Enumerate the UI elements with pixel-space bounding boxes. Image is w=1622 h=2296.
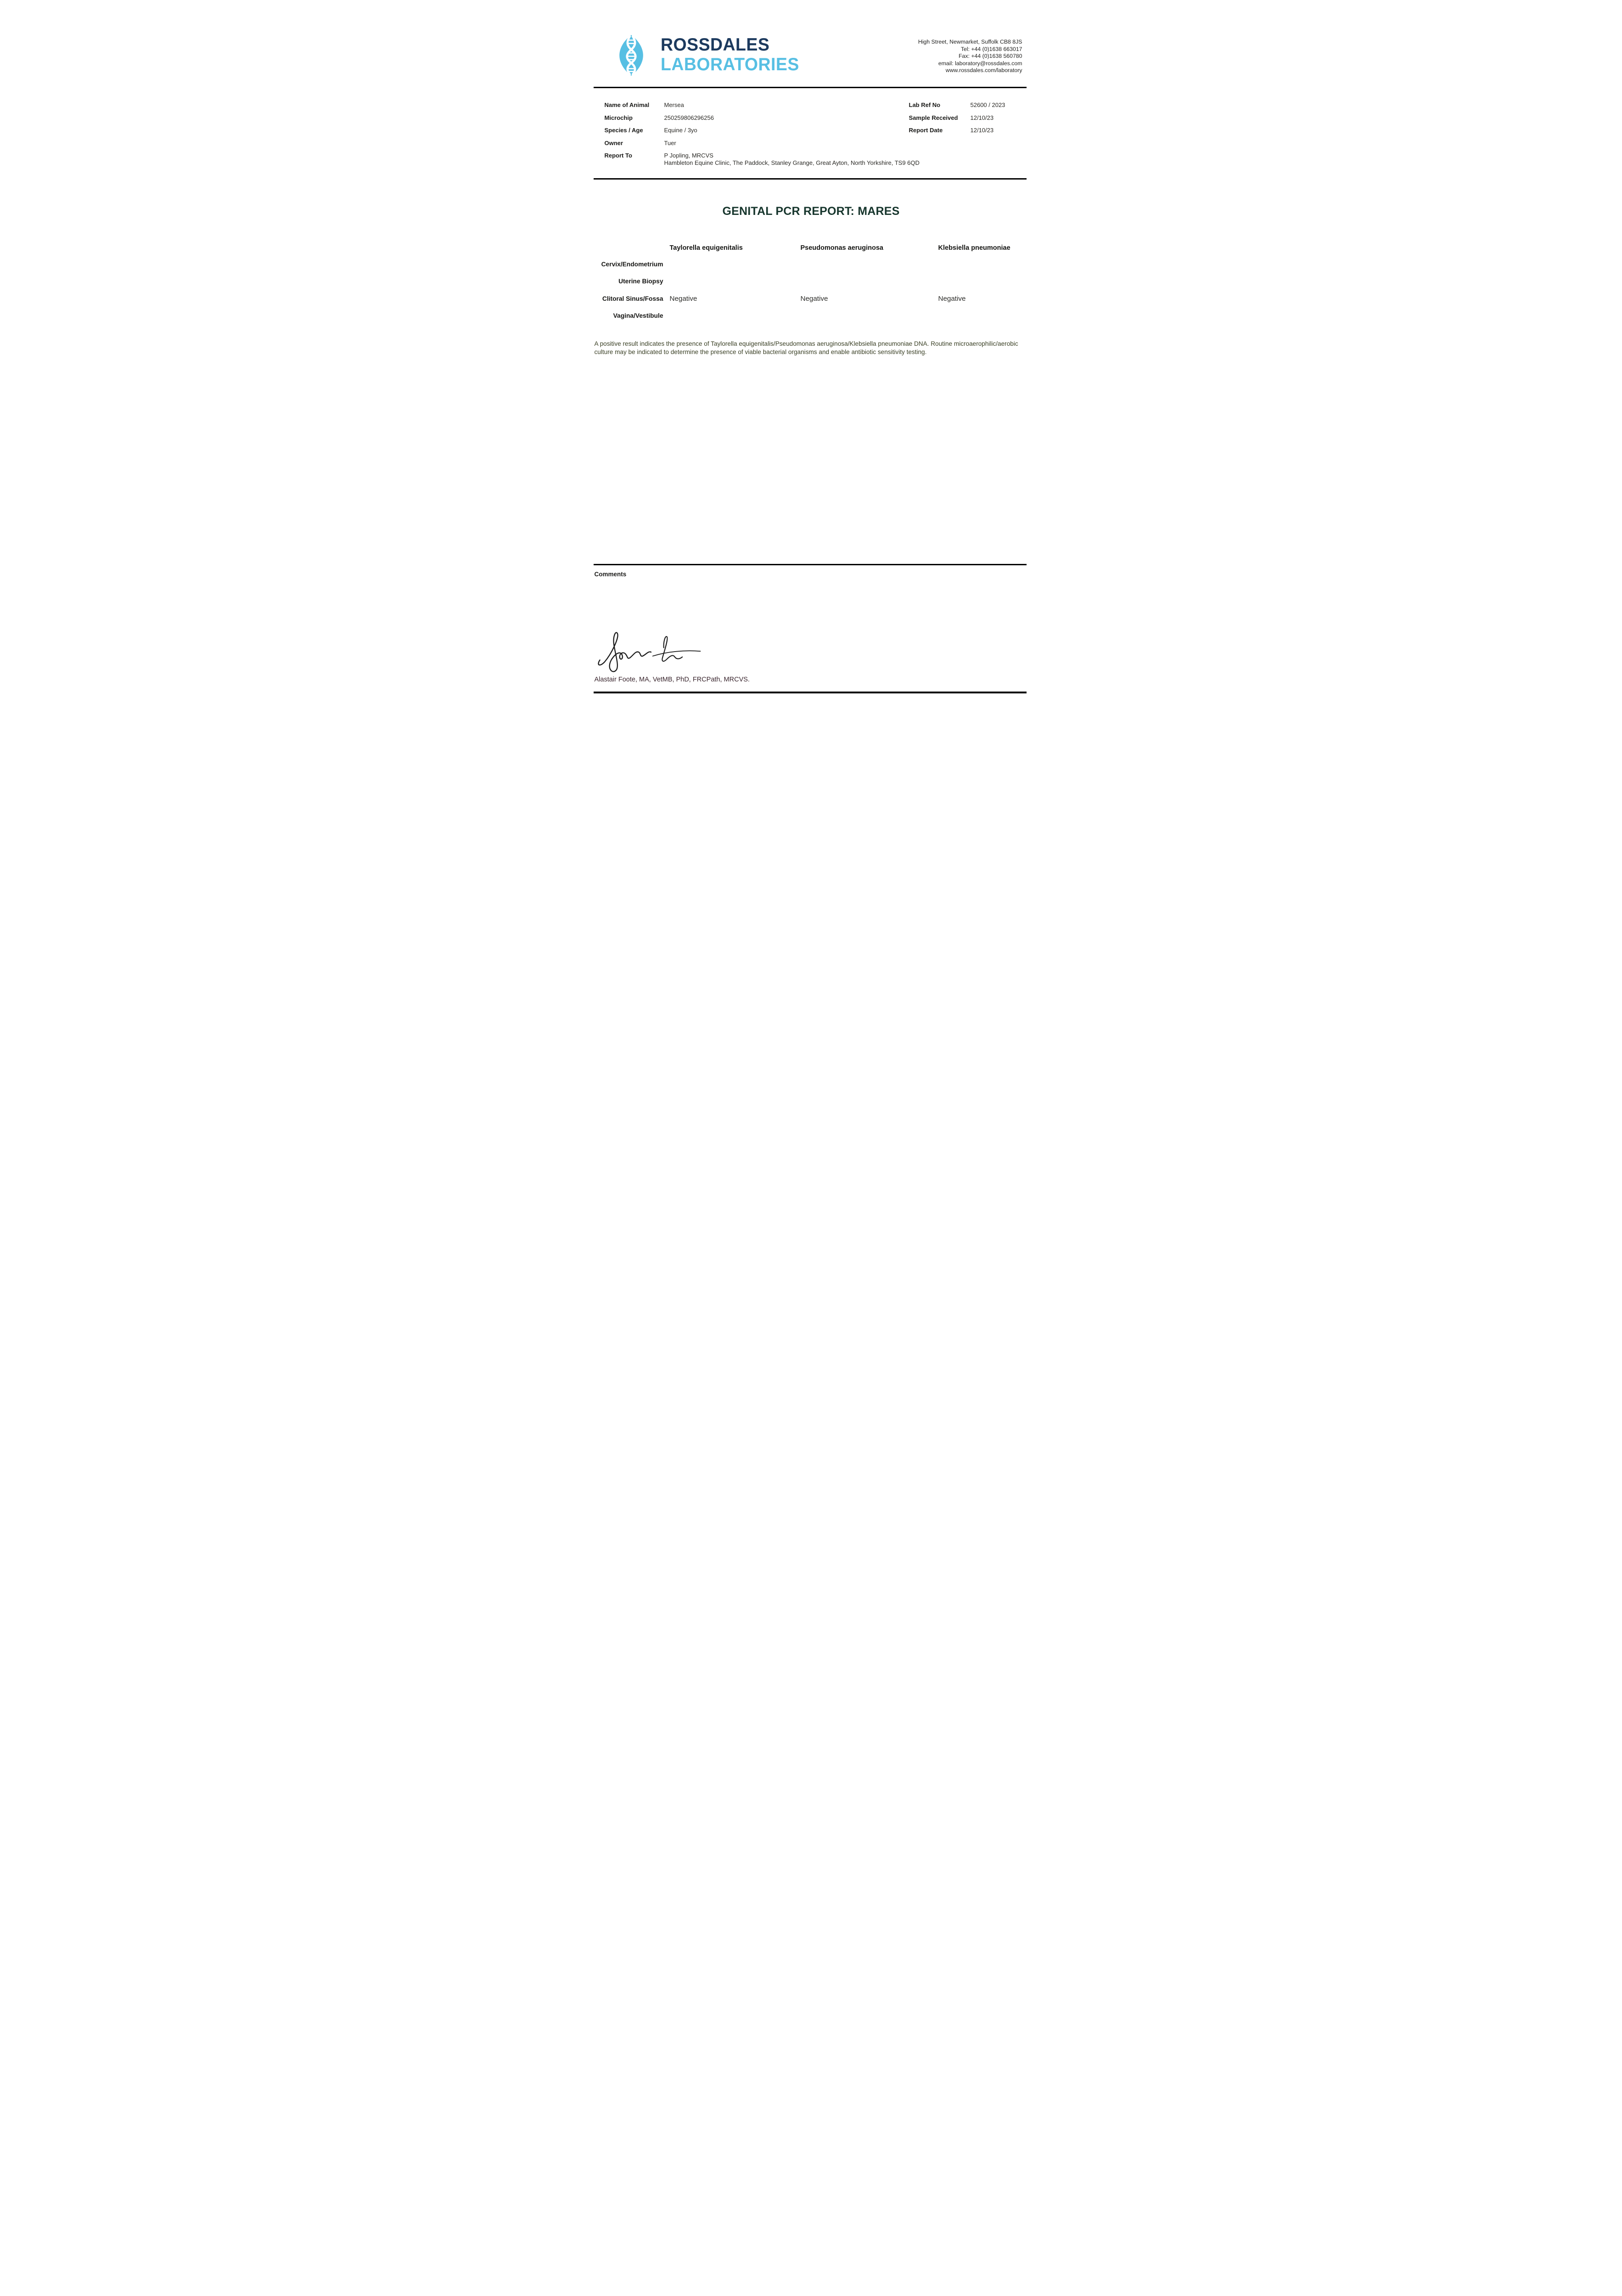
- results-table: [595, 241, 1022, 327]
- brand-wordmark: [661, 36, 805, 73]
- contact-website-line: www.rossdales.com/laboratory: [945, 67, 1022, 74]
- lab-report-page: [559, 0, 1064, 715]
- report-to-line2: Hambleton Equine Clinic, The Paddock, Stanley Grange, Great Ayton, North Yorkshire, TS9 6QD: [664, 159, 920, 166]
- result-cell: [932, 310, 1022, 327]
- result-cell: [794, 275, 932, 293]
- info-row-name-of-animal: [605, 101, 920, 109]
- results-header-spacer: [595, 241, 663, 260]
- lab-info-section: [909, 101, 1005, 140]
- page-title: GENITAL PCR REPORT: MARES: [722, 205, 900, 218]
- header-rule: [594, 87, 1027, 88]
- info-label: Sample Received: [909, 114, 958, 121]
- info-value: 250259806296256: [664, 114, 714, 121]
- info-label: Report Date: [909, 127, 943, 134]
- info-rule: [594, 178, 1027, 180]
- info-label: Species / Age: [604, 127, 643, 134]
- info-value: Tuer: [664, 139, 676, 146]
- result-cell-negative: Negative: [669, 294, 697, 303]
- contact-tel-line: Tel: +44 (0)1638 663017: [960, 45, 1022, 52]
- info-value: 52600 / 2023: [970, 101, 1005, 108]
- row-label-vagina-vestibule: Vagina/Vestibule: [613, 312, 663, 319]
- result-cell: [794, 258, 932, 276]
- result-cell: [932, 258, 1022, 276]
- column-header-pseudomonas: Pseudomonas aeruginosa: [800, 244, 883, 252]
- result-cell: [663, 258, 794, 276]
- report-to-line1: P Jopling, MRCVS: [664, 152, 713, 159]
- contact-block: [918, 39, 1022, 74]
- info-row-report-to: [605, 152, 920, 166]
- comments-rule: [594, 564, 1027, 565]
- info-value: [664, 152, 920, 166]
- column-header-taylorella: Taylorella equigenitalis: [669, 244, 743, 252]
- info-row-species-age: [605, 127, 920, 134]
- info-row-lab-ref: [909, 101, 1005, 109]
- info-label: Lab Ref No: [909, 101, 941, 108]
- result-cell-negative: Negative: [800, 294, 828, 303]
- row-label-uterine-biopsy: Uterine Biopsy: [618, 278, 663, 285]
- result-cell: [932, 275, 1022, 293]
- info-value: 12/10/23: [970, 127, 994, 134]
- result-cell: [794, 310, 932, 327]
- column-header-klebsiella: Klebsiella pneumoniae: [938, 244, 1010, 252]
- info-row-sample-received: [909, 114, 1005, 122]
- info-row-report-date: [909, 127, 1005, 134]
- info-value: 12/10/23: [970, 114, 994, 121]
- info-row-owner: [605, 140, 920, 147]
- info-value: Mersea: [664, 101, 684, 108]
- row-label-cervix-endometrium: Cervix/Endometrium: [601, 260, 663, 268]
- comments-heading: Comments: [594, 571, 627, 578]
- info-label: Microchip: [604, 114, 633, 121]
- footnote-text: A positive result indicates the presence of Taylorella equigenitalis/Pseudomonas aeruginosa/Klebsiella pneumoniae DNA. Routine microaerophilic/aerobic culture may be indicated to determine the presence of viable bacterial organisms and enable antibiotic sensitivity testing.: [594, 340, 1018, 355]
- brand-name-line1: ROSSDALES: [660, 35, 769, 55]
- bottom-bar: [594, 692, 1027, 693]
- dna-helix-logo-icon: [611, 34, 651, 77]
- info-value: Equine / 3yo: [664, 127, 697, 134]
- info-row-microchip: [605, 114, 920, 122]
- info-label: Report To: [604, 152, 632, 159]
- result-cell: [663, 275, 794, 293]
- signature-image: [595, 630, 706, 676]
- result-cell: [663, 310, 794, 327]
- info-label: Name of Animal: [604, 101, 650, 108]
- animal-info-section: [605, 101, 920, 172]
- contact-fax-line: Fax: +44 (0)1638 560780: [959, 53, 1022, 60]
- contact-email-line: email: laboratory@rossdales.com: [938, 60, 1022, 67]
- row-label-clitoral-sinus-fossa: Clitoral Sinus/Fossa: [602, 295, 663, 302]
- contact-address-line: High Street, Newmarket, Suffolk CB8 8JS: [918, 39, 1022, 45]
- brand-name-line2: LABORATORIES: [660, 55, 799, 74]
- info-label: Owner: [604, 139, 623, 146]
- signatory-name: Alastair Foote, MA, VetMB, PhD, FRCPath, MRCVS.: [594, 676, 750, 683]
- result-cell-negative: Negative: [938, 294, 966, 303]
